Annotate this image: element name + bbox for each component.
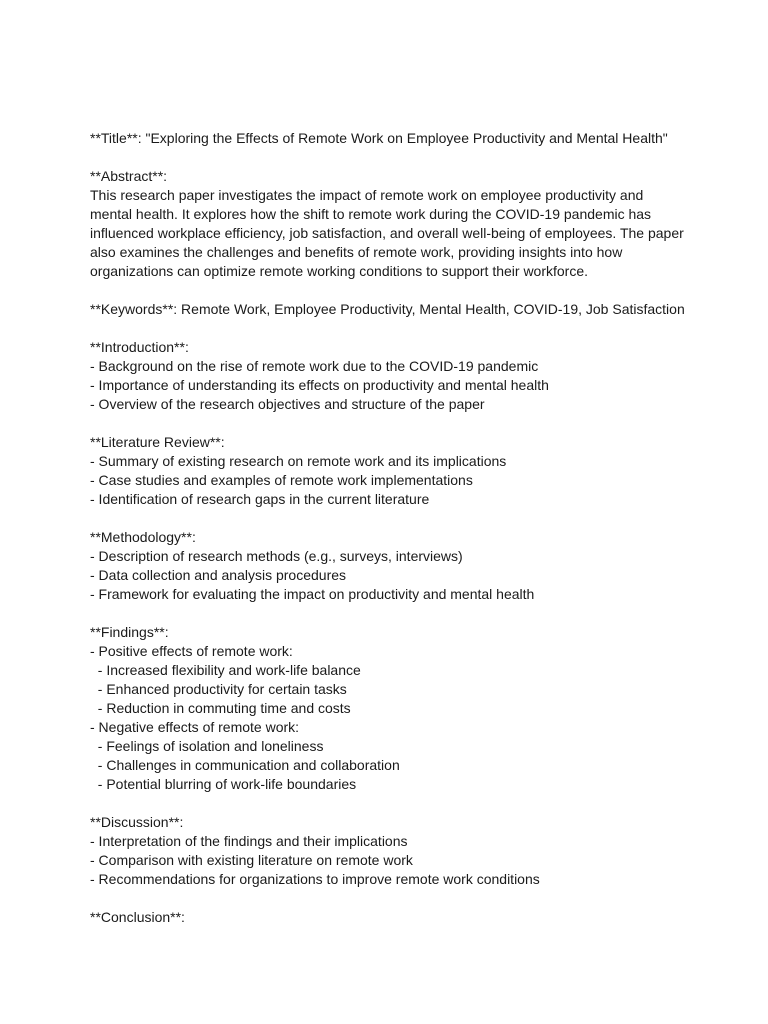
literature-review-item: - Summary of existing research on remote work and its implications bbox=[90, 453, 507, 469]
document-body bbox=[90, 129, 710, 927]
spacer bbox=[90, 889, 710, 908]
findings-subitem: - Increased flexibility and work-life balance bbox=[90, 662, 361, 678]
abstract-heading: **Abstract**: bbox=[90, 168, 168, 184]
discussion-item: - Recommendations for organizations to improve remote work conditions bbox=[90, 871, 540, 887]
abstract-line: also examines the challenges and benefits of remote work, providing insights into how bbox=[90, 244, 623, 260]
abstract-line: influenced workplace efficiency, job satisfaction, and overall well-being of employees. The paper bbox=[90, 225, 684, 241]
methodology-item: - Description of research methods (e.g., surveys, interviews) bbox=[90, 548, 463, 564]
keywords-line: **Keywords**: Remote Work, Employee Productivity, Mental Health, COVID-19, Job Satisfaction bbox=[90, 301, 685, 317]
spacer bbox=[90, 148, 710, 167]
introduction-item: - Overview of the research objectives and structure of the paper bbox=[90, 396, 485, 412]
findings-item: - Negative effects of remote work: bbox=[90, 719, 300, 735]
introduction-item: - Background on the rise of remote work due to the COVID-19 pandemic bbox=[90, 358, 539, 374]
abstract-line: mental health. It explores how the shift to remote work during the COVID-19 pandemic has bbox=[90, 206, 652, 222]
findings-subitem: - Enhanced productivity for certain tasks bbox=[90, 681, 347, 697]
discussion-heading: **Discussion**: bbox=[90, 814, 184, 830]
methodology-item: - Framework for evaluating the impact on productivity and mental health bbox=[90, 586, 535, 602]
findings-subitem: - Feelings of isolation and loneliness bbox=[90, 738, 324, 754]
abstract-line: This research paper investigates the impact of remote work on employee productivity and bbox=[90, 187, 644, 203]
methodology-heading: **Methodology**: bbox=[90, 529, 196, 545]
conclusion-heading: **Conclusion**: bbox=[90, 909, 185, 925]
spacer bbox=[90, 319, 710, 338]
spacer bbox=[90, 281, 710, 300]
findings-heading: **Findings**: bbox=[90, 624, 169, 640]
spacer bbox=[90, 794, 710, 813]
abstract-line: organizations can optimize remote working conditions to support their workforce. bbox=[90, 263, 589, 279]
findings-subitem: - Reduction in commuting time and costs bbox=[90, 700, 351, 716]
methodology-item: - Data collection and analysis procedures bbox=[90, 567, 347, 583]
findings-subitem: - Potential blurring of work-life boundaries bbox=[90, 776, 357, 792]
spacer bbox=[90, 414, 710, 433]
introduction-item: - Importance of understanding its effects on productivity and mental health bbox=[90, 377, 549, 393]
discussion-item: - Comparison with existing literature on remote work bbox=[90, 852, 413, 868]
discussion-item: - Interpretation of the findings and their implications bbox=[90, 833, 408, 849]
title-line: **Title**: "Exploring the Effects of Remote Work on Employee Productivity and Mental Health" bbox=[90, 130, 668, 146]
literature-review-heading: **Literature Review**: bbox=[90, 434, 225, 450]
findings-item: - Positive effects of remote work: bbox=[90, 643, 293, 659]
literature-review-item: - Identification of research gaps in the current literature bbox=[90, 491, 430, 507]
spacer bbox=[90, 509, 710, 528]
literature-review-item: - Case studies and examples of remote work implementations bbox=[90, 472, 473, 488]
spacer bbox=[90, 604, 710, 623]
findings-subitem: - Challenges in communication and collaboration bbox=[90, 757, 400, 773]
introduction-heading: **Introduction**: bbox=[90, 339, 189, 355]
